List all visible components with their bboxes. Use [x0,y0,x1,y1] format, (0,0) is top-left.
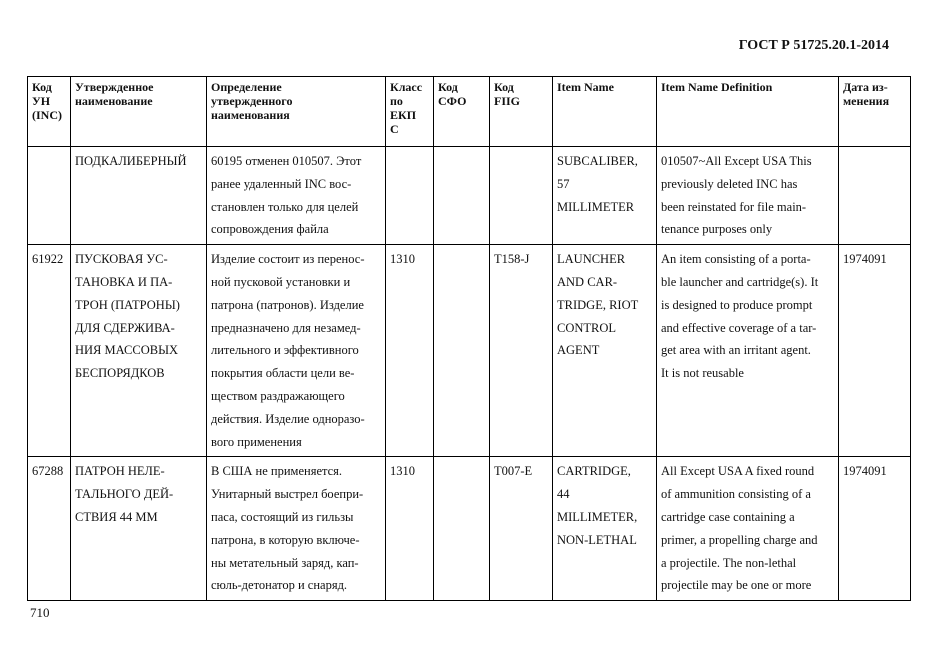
cell-line: ны метательный заряд, кап- [211,555,359,570]
cell-line: T007-E [494,464,533,479]
cell-line: is designed to produce prompt [661,297,813,312]
column-header-line: (INC) [32,108,62,122]
table-header [28,77,911,147]
table-cell [839,457,911,601]
cell-line: становлен только для целей [211,199,359,214]
column-header-line: по [390,94,403,108]
column-header-line: Код [438,80,458,94]
document-code: ГОСТ Р 51725.20.1-2014 [738,38,889,53]
column-header [657,77,839,147]
cell-line: LAUNCHER [557,252,626,267]
cell-line: 44 [557,487,570,502]
cell-line: 1310 [390,252,415,267]
cell-line: лительного и эффективного [211,343,359,358]
cell-line: 60195 отменен 010507. Этот [211,154,362,168]
inc-table [27,76,911,601]
cell-line: Унитарный выстрел боепри- [211,487,364,502]
cell-line: It is not reusable [661,366,744,381]
table-cell [434,245,490,457]
cell-line: ТАНОВКА И ПА- [75,274,173,289]
cell-line: projectile may be one or more [661,578,812,593]
cell-line: ПОДКАЛИБЕРНЫЙ [75,154,187,168]
cell-line: cartridge case containing a [661,509,795,524]
table-cell [207,245,386,457]
cell-line: 57 [557,176,570,191]
column-header-line: С [390,122,399,136]
column-header-line: УН [32,94,51,108]
table-cell [657,457,839,601]
table-cell [434,457,490,601]
cell-line: AGENT [557,343,600,358]
column-header [553,77,657,147]
table-cell [490,245,553,457]
table-cell [386,245,434,457]
column-header-line: Определение [211,80,282,94]
cell-line: SUBCALIBER, [557,154,638,168]
table-row [28,147,911,245]
cell-line: An item consisting of a porta- [661,252,811,267]
table-cell [434,147,490,245]
cell-line: ПАТРОН НЕЛЕ- [75,464,165,479]
table-cell [28,457,71,601]
table-cell [553,245,657,457]
cell-line: НИЯ МАССОВЫХ [75,343,179,358]
column-header-line: Item Name [557,80,614,94]
column-header-line: менения [843,94,890,108]
cell-line: MILLIMETER, [557,509,638,524]
table-row [28,457,911,601]
cell-line: сопровождения файла [211,222,329,237]
table-cell [386,147,434,245]
cell-line: покрытия области цели ве- [211,366,355,381]
cell-line: ДЛЯ СДЕРЖИВА- [75,320,175,335]
column-header [490,77,553,147]
cell-line: 1974091 [843,464,887,479]
cell-line: been reinstated for file main- [661,199,807,214]
table-body [28,147,911,601]
cell-line: 1310 [390,464,415,479]
column-header [434,77,490,147]
cell-line: сюль-детонатор и снаряд. [211,578,348,593]
cell-line: primer, a propelling charge and [661,532,818,547]
cell-line: previously deleted INC has [661,176,798,191]
cell-line: вого применения [211,434,302,449]
column-header-line: ЕКП [390,108,417,122]
table-cell [490,147,553,245]
column-header-line: Код [32,80,52,94]
column-header-line: Код [494,80,514,94]
column-header-line: Дата из- [843,80,888,94]
table-cell [839,147,911,245]
cell-line: tenance purposes only [661,222,773,237]
table-cell [553,147,657,245]
column-header-line: наименование [75,94,153,108]
table-cell [839,245,911,457]
cell-line: ной пусковой установки и [211,274,351,289]
column-header [71,77,207,147]
column-header-line: Утвержденное [75,80,154,94]
cell-line: ществом раздражающего [211,388,345,403]
column-header-line: Класс [390,80,423,94]
cell-line: патрона (патронов). Изделие [211,297,364,312]
cell-line: СТВИЯ 44 ММ [75,509,158,524]
cell-line: Изделие состоит из перенос- [211,252,365,267]
cell-line: ПУСКОВАЯ УС- [75,252,168,267]
cell-line: ble launcher and cartridge(s). It [661,274,819,289]
cell-line: All Except USA A fixed round [661,464,815,479]
column-header-line: наименования [211,108,290,122]
cell-line: NON-LETHAL [557,532,637,547]
column-header [207,77,386,147]
table-cell [207,457,386,601]
column-header-line: Item Name Definition [661,80,773,94]
table-cell [386,457,434,601]
cell-line: CARTRIDGE, [557,464,631,479]
table-cell [71,457,207,601]
table-cell [657,245,839,457]
table-cell [207,147,386,245]
cell-line: 010507~All Except USA This [661,154,812,168]
table-cell [71,147,207,245]
column-header [386,77,434,147]
cell-line: a projectile. The non-lethal [661,555,797,570]
cell-line: БЕСПОРЯДКОВ [75,366,165,381]
column-header [839,77,911,147]
cell-line: 67288 [32,464,64,479]
cell-line: MILLIMETER [557,199,635,214]
cell-line: get area with an irritant agent. [661,343,811,358]
cell-line: действия. Изделие одноразо- [211,411,365,426]
column-header-line: СФО [438,94,467,108]
table-cell [71,245,207,457]
header-row [28,77,911,147]
column-header-line: FIIG [494,94,521,108]
cell-line: патрона, в которую включе- [211,532,360,547]
cell-line: ранее удаленный INC вос- [211,176,352,191]
table-cell [657,147,839,245]
table-cell [28,245,71,457]
cell-line: AND CAR- [557,274,618,289]
cell-line: 61922 [32,252,64,267]
cell-line: TRIDGE, RIOT [557,297,639,312]
cell-line: CONTROL [557,320,617,335]
table-row [28,245,911,457]
cell-line: ТРОН (ПАТРОНЫ) [75,297,180,312]
cell-line: предназначено для незамед- [211,320,361,335]
cell-line: ТАЛЬНОГО ДЕЙ- [75,487,174,502]
column-header [28,77,71,147]
cell-line: 1974091 [843,252,887,267]
cell-line: паса, состоящий из гильзы [211,509,354,524]
table-cell [28,147,71,245]
table-cell [490,457,553,601]
cell-line: T158-J [494,252,530,267]
cell-line: and effective coverage of a tar- [661,320,817,335]
page-number: 710 [30,605,50,620]
column-header-line: утвержденного [211,94,293,108]
cell-line: of ammunition consisting of a [661,487,811,502]
table-cell [553,457,657,601]
cell-line: В США не применяется. [211,464,343,479]
